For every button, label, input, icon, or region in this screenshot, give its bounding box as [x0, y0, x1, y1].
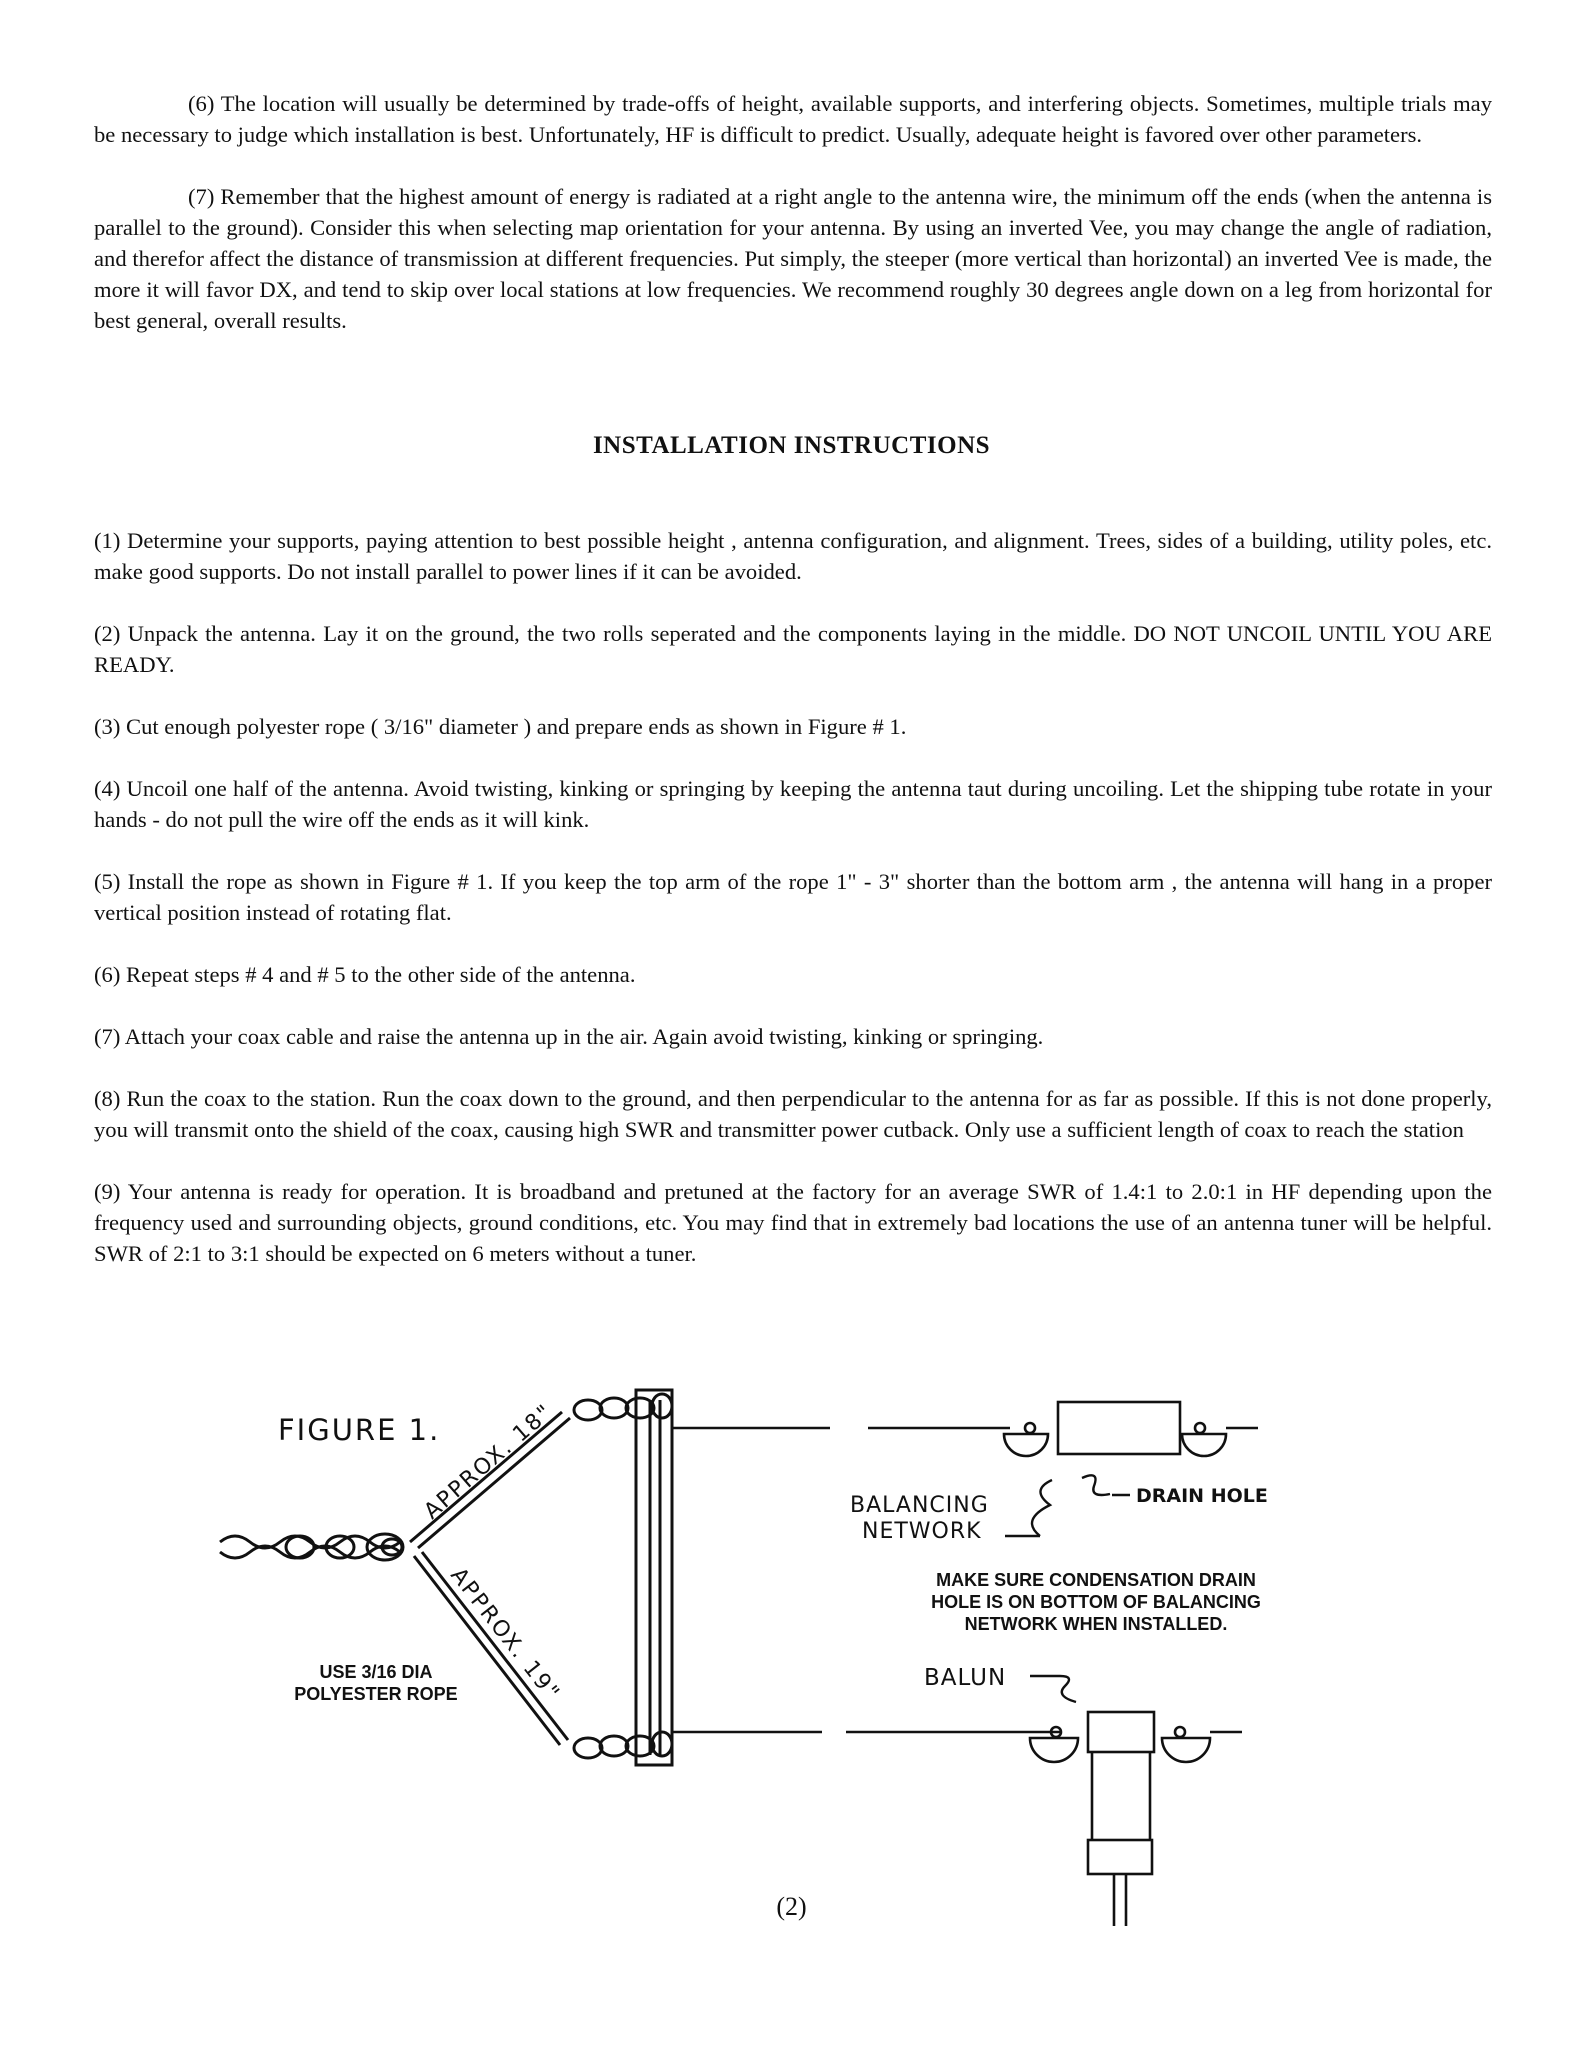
step-4: (4) Uncoil one half of the antenna. Avoid twisting, kinking or springing by keeping the antenna taut during uncoiling. Let the shipping tube rotate in your hands - do not pull the wire off the ends as it will kink. — [94, 776, 1492, 832]
drain-hole-label: DRAIN HOLE — [1136, 1485, 1268, 1507]
step-7: (7) Attach your coax cable and raise the antenna up in the air. Again avoid twisting, kinking or springing. — [94, 1024, 1044, 1049]
condensation-note-line1: MAKE SURE CONDENSATION DRAIN — [936, 1570, 1256, 1590]
balun-label: BALUN — [924, 1665, 1007, 1691]
step-2: (2) Unpack the antenna. Lay it on the ground, the two rolls seperated and the components laying in the middle. DO NOT UNCOIL UNTIL YOU ARE READY. — [94, 621, 1492, 677]
rope-note-line1: USE 3/16 DIA — [319, 1662, 433, 1682]
figure-1-diagram — [0, 1370, 1583, 1930]
insulator-bar — [636, 1390, 672, 1765]
step-8: (8) Run the coax to the station. Run the coax down to the ground, and then perpendicular to the antenna for as far as possible. If this is not done properly, you will transmit onto the shield of the coax, causing high SWR and transmitter power cutback. Only use a sufficient length of coax to reach the station — [94, 1086, 1492, 1142]
approx-lower-label: APPROX. 19" — [445, 1563, 565, 1707]
balancing-label-line1: BALANCING — [850, 1493, 989, 1518]
installation-steps — [94, 525, 1492, 1269]
balancing-label-line2: NETWORK — [862, 1519, 982, 1544]
balun-pointer — [1030, 1676, 1076, 1702]
paragraph-7: (7) Remember that the highest amount of energy is radiated at a right angle to the antenna wire, the minimum off the ends (when the antenna is parallel to the ground). Consider this when selecting map orientation for your antenna. By using an inverted Vee, you may change the angle of radiation, and therefor affect the distance of transmission at different frequencies. Put simply, the steeper (more vertical than horizontal) an inverted Vee is made, the more it will favor DX, and tend to skip over local stations at low frequencies. We recommend roughly 30 degrees angle down on a leg from horizontal for best general, overall results. — [94, 184, 1492, 333]
condensation-note-line2: HOLE IS ON BOTTOM OF BALANCING — [931, 1592, 1261, 1612]
balancing-network-assembly — [868, 1402, 1258, 1456]
step-9: (9) Your antenna is ready for operation. It is broadband and pretuned at the factory for an average SWR of 1.4:1 to 2.0:1 in HF depending upon the frequency used and surrounding objects, ground conditions, etc. You may find that in extremely bad locations the use of an antenna tuner will be helpful. SWR of 2:1 to 3:1 should be expected on 6 meters without a tuner. — [94, 1179, 1492, 1266]
antenna-wires-left — [672, 1428, 830, 1732]
figure-title: FIGURE 1. — [278, 1413, 441, 1447]
rope-note-line2: POLYESTER ROPE — [294, 1684, 458, 1704]
rope-knot-chain — [220, 1534, 403, 1560]
drain-hole-pointer — [1082, 1475, 1110, 1495]
step-1: (1) Determine your supports, paying attention to best possible height , antenna configuration, and alignment. Trees, sides of a building, utility poles, etc. make good supports. Do not install parallel to power lines if it can be avoided. — [94, 528, 1492, 584]
approx-upper-label: APPROX. 18" — [419, 1399, 559, 1525]
page-number: (2) — [776, 1892, 807, 1921]
step-6: (6) Repeat steps # 4 and # 5 to the other side of the antenna. — [94, 962, 636, 987]
paragraph-6: (6) The location will usually be determined by trade-offs of height, available supports, and interfering objects. Sometimes, multiple trials may be necessary to judge which installation is best. Unfortunately, HF is difficult to predict. Usually, adequate height is favored over other parameters. — [94, 91, 1492, 147]
condensation-note-line3: NETWORK WHEN INSTALLED. — [964, 1614, 1228, 1634]
balancing-pointer — [1005, 1480, 1052, 1536]
step-3: (3) Cut enough polyester rope ( 3/16" diameter ) and prepare ends as shown in Figure # 1. — [94, 714, 907, 739]
intro-section — [94, 88, 1492, 336]
step-5: (5) Install the rope as shown in Figure # 1. If you keep the top arm of the rope 1" - 3" shorter than the bottom arm , the antenna will hang in a proper vertical position instead of rotating flat. — [94, 869, 1492, 925]
section-heading: INSTALLATION INSTRUCTIONS — [592, 432, 991, 459]
